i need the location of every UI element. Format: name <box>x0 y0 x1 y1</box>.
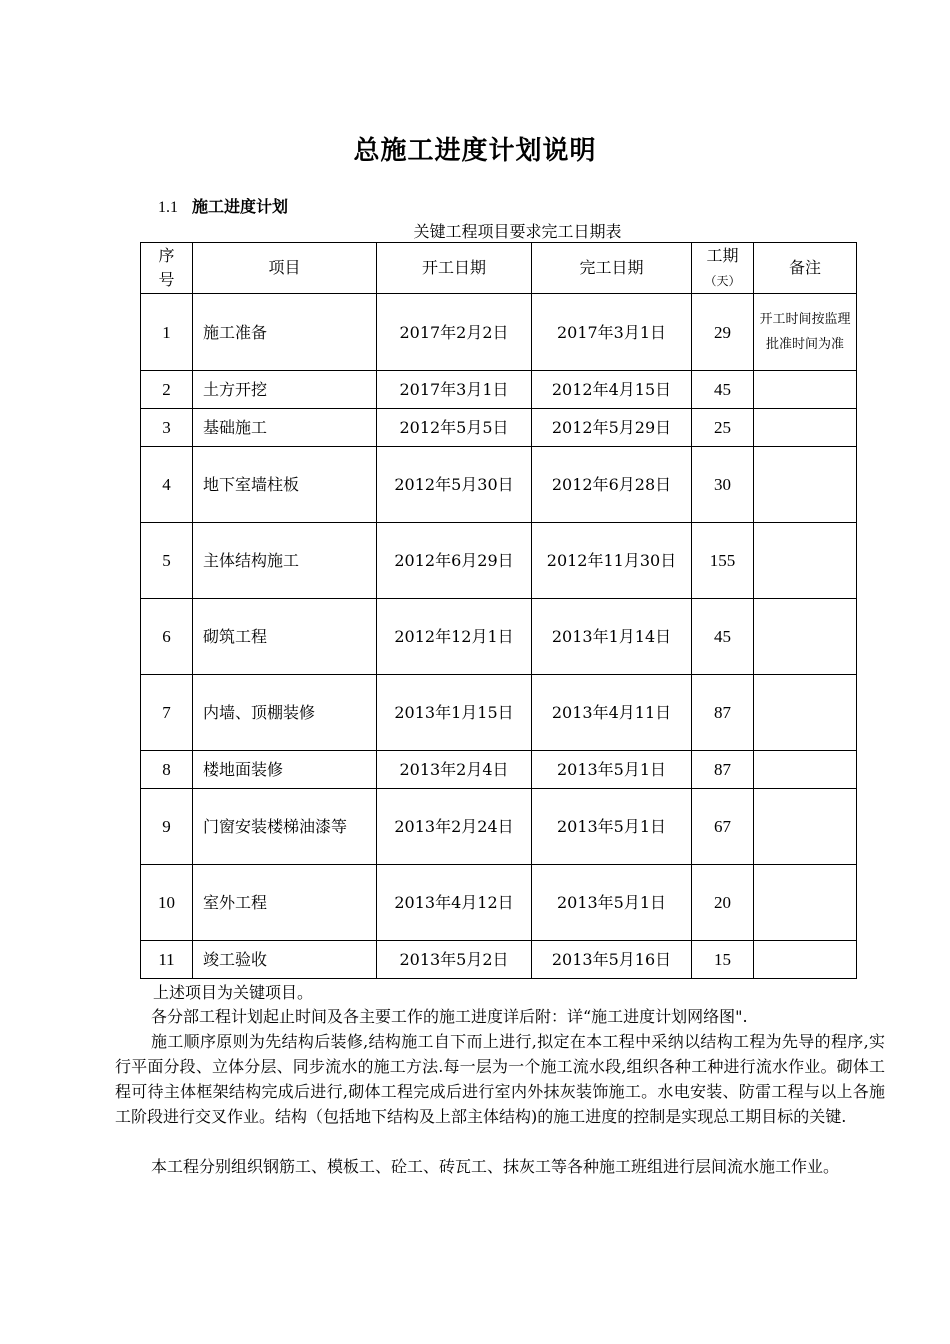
row-seq: 2 <box>141 371 193 409</box>
paragraph-key-items: 上述项目为关键项目。 <box>153 983 314 1002</box>
section-heading <box>158 194 288 217</box>
row-start-date: 2012年6月29日 <box>377 523 532 599</box>
header-note: 备注 <box>754 243 857 294</box>
row-seq: 7 <box>141 675 193 751</box>
schedule-table <box>140 242 857 979</box>
paragraph-crews: 本工程分别组织钢筋工、模板工、砼工、砖瓦工、抹灰工等各种施工班组进行层间流水施工作业。 <box>151 1157 840 1176</box>
row-end-date: 2013年5月1日 <box>532 751 692 789</box>
table-row <box>141 409 857 447</box>
table-row <box>141 865 857 941</box>
table-row <box>141 751 857 789</box>
row-start-date: 2013年5月2日 <box>377 941 532 979</box>
row-end-date: 2013年5月1日 <box>532 865 692 941</box>
row-start-date: 2017年2月2日 <box>377 294 532 371</box>
row-days: 67 <box>692 789 754 865</box>
row-end-date: 2013年5月16日 <box>532 941 692 979</box>
row-note <box>754 751 857 789</box>
row-note <box>754 523 857 599</box>
row-note <box>754 599 857 675</box>
row-note <box>754 447 857 523</box>
row-start-date: 2012年12月1日 <box>377 599 532 675</box>
header-seq: 序号 <box>141 243 193 294</box>
row-seq: 6 <box>141 599 193 675</box>
row-end-date: 2012年11月30日 <box>532 523 692 599</box>
row-project: 施工准备 <box>193 294 377 371</box>
row-days: 87 <box>692 751 754 789</box>
row-note <box>754 675 857 751</box>
row-note <box>754 371 857 409</box>
row-end-date: 2013年1月14日 <box>532 599 692 675</box>
row-project: 基础施工 <box>193 409 377 447</box>
table-row <box>141 371 857 409</box>
row-start-date: 2017年3月1日 <box>377 371 532 409</box>
page-title: 总施工进度计划说明 <box>353 136 597 166</box>
table-row <box>141 523 857 599</box>
table-row <box>141 789 857 865</box>
row-seq: 9 <box>141 789 193 865</box>
header-start: 开工日期 <box>377 243 532 294</box>
row-end-date: 2017年3月1日 <box>532 294 692 371</box>
table-header-row <box>141 243 857 294</box>
row-days: 87 <box>692 675 754 751</box>
row-note <box>754 789 857 865</box>
row-project: 竣工验收 <box>193 941 377 979</box>
row-note <box>754 865 857 941</box>
row-seq: 5 <box>141 523 193 599</box>
row-project: 门窗安装楼梯油漆等 <box>193 789 377 865</box>
table-row <box>141 294 857 371</box>
row-end-date: 2012年6月28日 <box>532 447 692 523</box>
row-days: 30 <box>692 447 754 523</box>
row-days: 29 <box>692 294 754 371</box>
row-end-date: 2013年5月1日 <box>532 789 692 865</box>
row-seq: 10 <box>141 865 193 941</box>
row-start-date: 2013年2月24日 <box>377 789 532 865</box>
row-days: 20 <box>692 865 754 941</box>
row-days: 25 <box>692 409 754 447</box>
row-project: 室外工程 <box>193 865 377 941</box>
row-start-date: 2013年1月15日 <box>377 675 532 751</box>
table-row <box>141 675 857 751</box>
row-start-date: 2013年4月12日 <box>377 865 532 941</box>
row-start-date: 2012年5月5日 <box>377 409 532 447</box>
row-seq: 1 <box>141 294 193 371</box>
row-project: 地下室墙柱板 <box>193 447 377 523</box>
row-seq: 11 <box>141 941 193 979</box>
row-end-date: 2012年4月15日 <box>532 371 692 409</box>
row-start-date: 2013年2月4日 <box>377 751 532 789</box>
row-seq: 8 <box>141 751 193 789</box>
table-row <box>141 447 857 523</box>
row-note <box>754 941 857 979</box>
header-days: 工期 （天） <box>692 243 754 294</box>
row-days: 45 <box>692 371 754 409</box>
section-number: 1.1 <box>158 199 178 216</box>
row-end-date: 2012年5月29日 <box>532 409 692 447</box>
row-project: 主体结构施工 <box>193 523 377 599</box>
row-project: 土方开挖 <box>193 371 377 409</box>
table-caption: 关键工程项目要求完工日期表 <box>413 222 622 241</box>
row-project: 楼地面装修 <box>193 751 377 789</box>
row-note <box>754 409 857 447</box>
table-row <box>141 599 857 675</box>
row-project: 内墙、顶棚装修 <box>193 675 377 751</box>
row-seq: 4 <box>141 447 193 523</box>
header-end: 完工日期 <box>532 243 692 294</box>
section-label: 施工进度计划 <box>192 197 289 216</box>
paragraph-sequence: 施工顺序原则为先结构后装修,结构施工自下而上进行,拟定在本工程中采纳以结构工程为先导的程序,实行平面分段、立体分层、同步流水的施工方法.每一层为一个施工流水段,组织各种工种进行流水作业。砌体工程可待主体框架结构完成后进行,砌体工程完成后进行室内外抹灰装饰施工。水电安装、防雷工程与以上各施工阶段进行交叉作业。结构（包括地下结构及上部主体结构)的施工进度的控制是实现总工期目标的关键. <box>115 1032 885 1126</box>
row-days: 155 <box>692 523 754 599</box>
table-row <box>141 941 857 979</box>
paragraph-schedule-ref: 各分部工程计划起止时间及各主要工作的施工进度详后附：详“施工进度计划网络图". <box>151 1007 748 1026</box>
row-days: 45 <box>692 599 754 675</box>
row-note: 开工时间按监理批准时间为准 <box>754 294 857 371</box>
row-start-date: 2012年5月30日 <box>377 447 532 523</box>
row-project: 砌筑工程 <box>193 599 377 675</box>
row-days: 15 <box>692 941 754 979</box>
header-project: 项目 <box>193 243 377 294</box>
row-end-date: 2013年4月11日 <box>532 675 692 751</box>
row-seq: 3 <box>141 409 193 447</box>
